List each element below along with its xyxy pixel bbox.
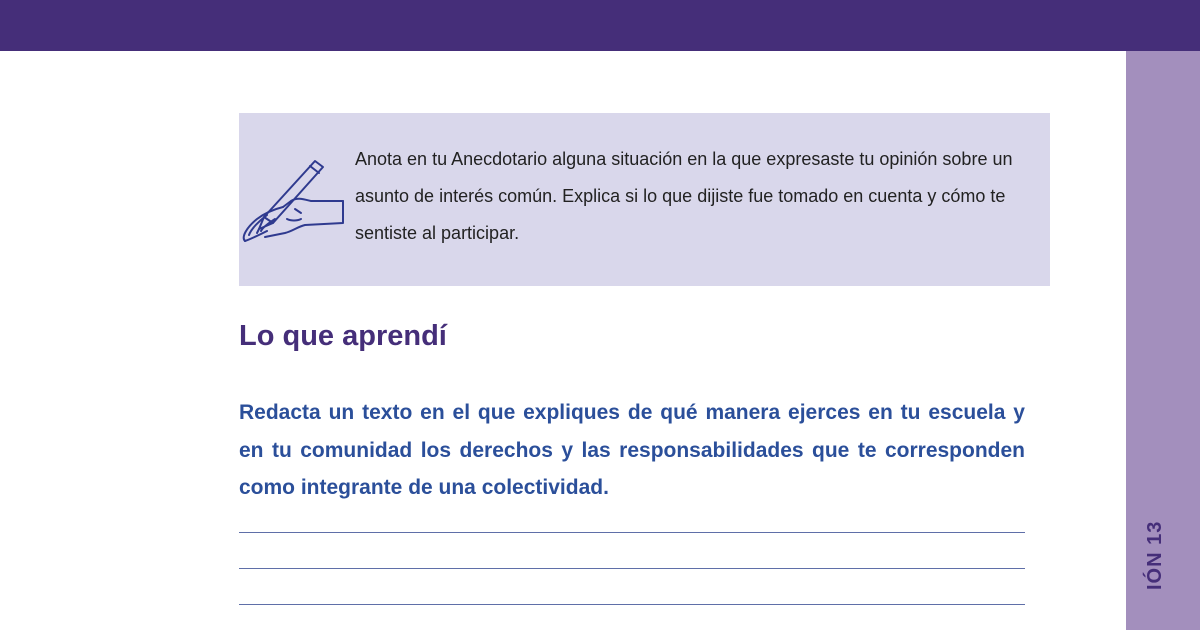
instructions-text: Redacta un texto en el que expliques de qué manera ejerces en tu escuela y en tu comunidad los derechos y las responsabilidades que te corresponden como integrante de una colectividad.: [239, 401, 1025, 499]
note-text: Anota en tu Anecdotario alguna situación en la que expresaste tu opinión sobre un asunto de interés común. Explica si lo que dijiste fue tomado en cuenta y cómo te sentiste al participar.: [355, 149, 1013, 243]
side-tab-label: IÓN 13: [1144, 520, 1166, 590]
writing-line-3: [239, 604, 1025, 605]
header-bar: [0, 0, 1200, 51]
writing-line-1: [239, 532, 1025, 533]
note-box: [239, 113, 1050, 286]
section-title: Lo que aprendí: [239, 320, 447, 352]
writing-line-2: [239, 568, 1025, 569]
hand-writing-pencil-icon: [239, 157, 349, 243]
